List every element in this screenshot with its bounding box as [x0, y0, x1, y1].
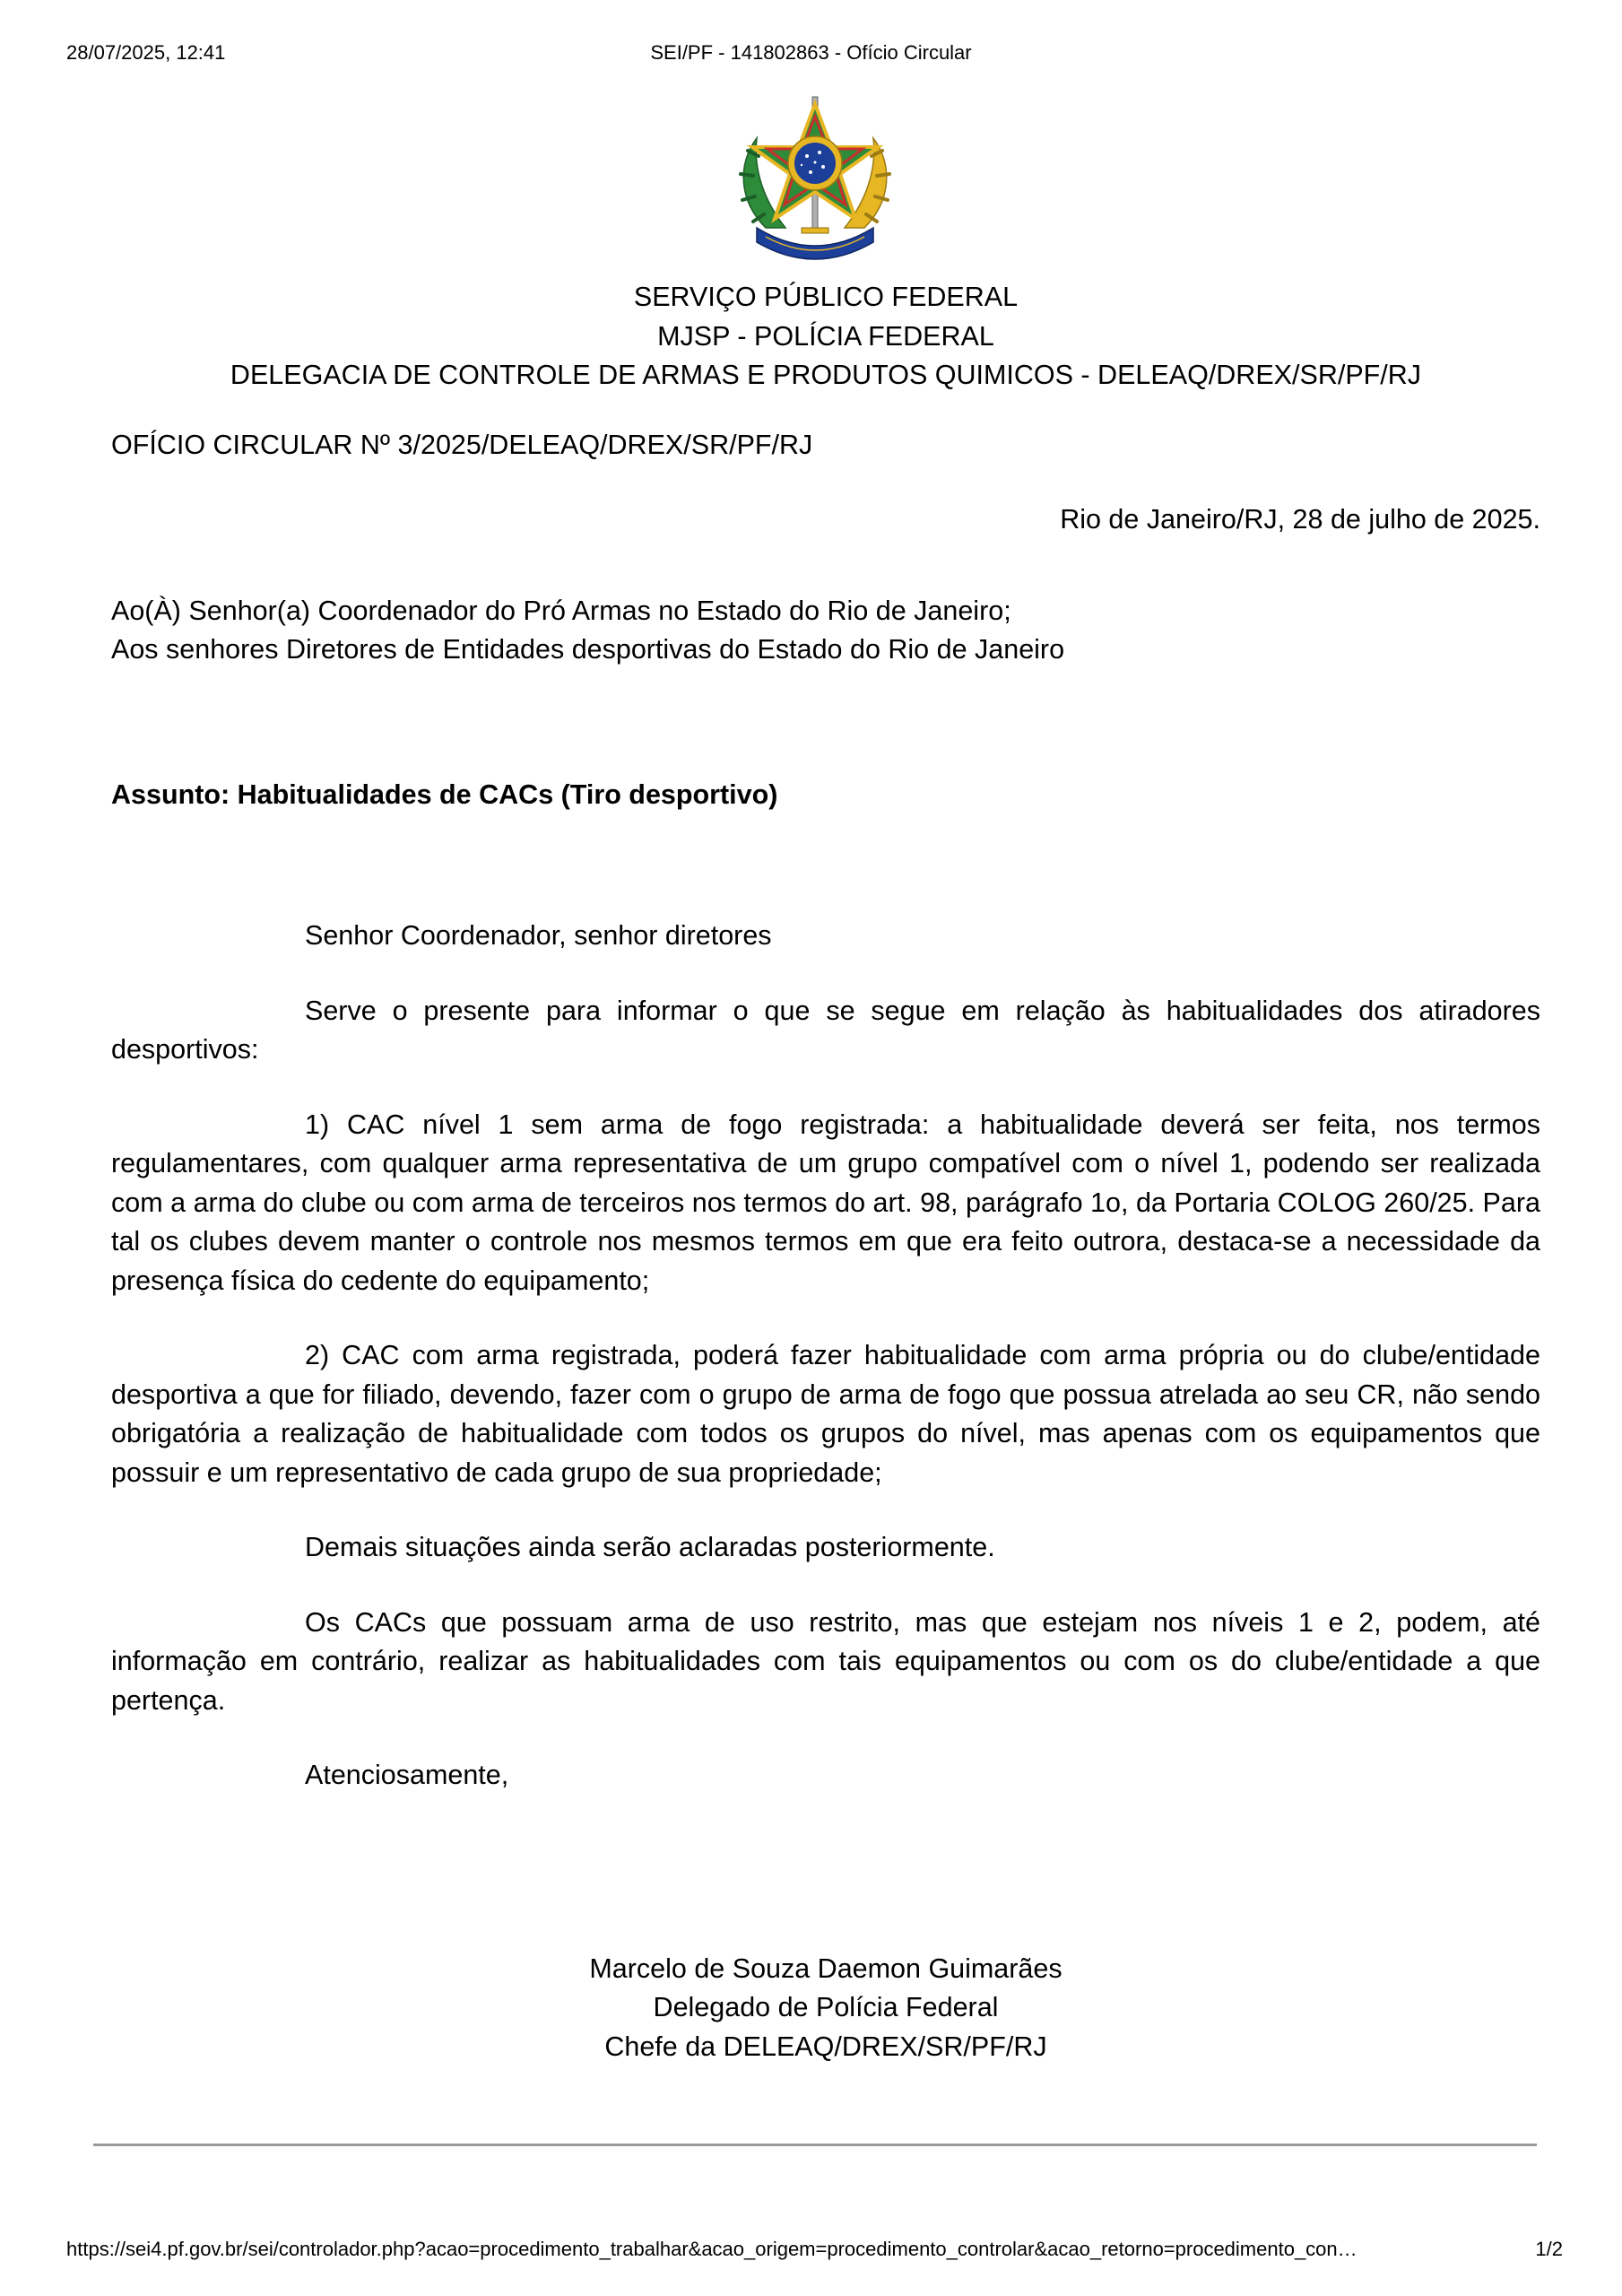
divider: [93, 2144, 1537, 2146]
brazil-coat-of-arms-icon: [730, 93, 900, 264]
body-paragraph: Serve o presente para informar o que se segue em relação às habitualidades dos atiradores desportivos:: [111, 995, 1540, 1065]
closing: Atenciosamente,: [305, 1760, 509, 1790]
document-number: OFÍCIO CIRCULAR Nº 3/2025/DELEAQ/DREX/SR/PF/RJ: [111, 429, 813, 460]
print-datetime: 28/07/2025, 12:41: [66, 41, 226, 64]
place-date: Rio de Janeiro/RJ, 28 de julho de 2025.: [1060, 504, 1540, 535]
document-body: [111, 278, 1540, 2066]
letterhead-line-unit: DELEGACIA DE CONTROLE DE ARMAS E PRODUTOS QUIMICOS - DELEAQ/DREX/SR/PF/RJ: [230, 360, 1422, 390]
body-paragraph: Demais situações ainda serão aclaradas posteriormente.: [305, 1532, 995, 1562]
signer-name: Marcelo de Souza Daemon Guimarães: [589, 1952, 1063, 1984]
signer-unit: Chefe da DELEAQ/DREX/SR/PF/RJ: [604, 2031, 1047, 2062]
recipients: [111, 592, 1540, 670]
letterhead-line-ministry: MJSP - POLÍCIA FEDERAL: [657, 320, 994, 352]
print-page-title: SEI/PF - 141802863 - Ofício Circular: [650, 41, 972, 64]
page-number: 1/2: [1535, 2238, 1563, 2260]
letterhead-line-service: SERVIÇO PÚBLICO FEDERAL: [633, 282, 1019, 312]
letterhead: [111, 278, 1540, 396]
signer-role: Delegado de Polícia Federal: [653, 1992, 999, 2022]
body-paragraph: Os CACs que possuam arma de uso restrito, mas que estejam nos níveis 1 e 2, podem, até informação em contrário, realizar as habitualidades com tais equipamentos ou com os do clube/entidade a que pertença.: [111, 1606, 1540, 1716]
subject: Assunto: Habitualidades de CACs (Tiro desportivo): [111, 778, 778, 810]
print-header: [0, 41, 1622, 70]
signature-block: [111, 1950, 1540, 2067]
recipient-line: Aos senhores Diretores de Entidades desportivas do Estado do Rio de Janeiro: [111, 634, 1065, 665]
body-paragraph: 2) CAC com arma registrada, poderá fazer habitualidade com arma própria ou do clube/entidade desportiva a que for filiado, devendo, fazer com o grupo de arma de fogo que possua atrelada ao seu CR, não sendo obrigatória a realização de habitualidade com todos os grupos do nível, mas apenas com os equipamentos que possuir e um representativo de cada grupo de sua propriedade;: [111, 1340, 1540, 1488]
salutation: Senhor Coordenador, senhor diretores: [305, 920, 772, 951]
recipient-line: Ao(À) Senhor(a) Coordenador do Pró Armas no Estado do Rio de Janeiro;: [111, 595, 1011, 626]
body-paragraph: 1) CAC nível 1 sem arma de fogo registrada: a habitualidade deverá ser feita, nos termos regulamentares, com qualquer arma representativa de um grupo compatível com o nível 1, podendo ser realizada com a arma do clube ou com arma de terceiros nos termos do art. 98, parágrafo 1o, da Portaria COLOG 260/25. Para tal os clubes devem manter o controle nos mesmos termos em que era feito outrora, destaca-se a necessidade da presença física do cedente do equipamento;: [111, 1109, 1540, 1296]
print-url: https://sei4.pf.gov.br/sei/controlador.php?acao=procedimento_trabalhar&acao_origem=procedimento_controlar&acao_retorno=procedimento_con…: [66, 2238, 1357, 2260]
